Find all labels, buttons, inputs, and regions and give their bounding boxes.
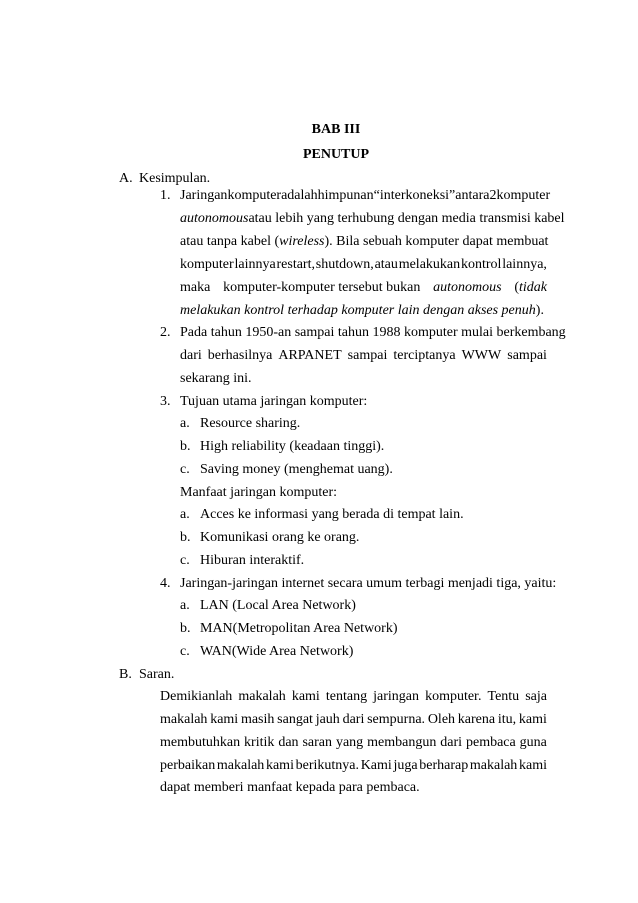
section-a-letter: A.	[119, 171, 133, 186]
benefit-c-letter: c.	[180, 553, 190, 568]
item-2-line-1: Pada tahun 1950-an sampai tahun 1988 komputer mulai berkembang	[180, 325, 566, 340]
item-4-sub-c-letter: c.	[180, 644, 190, 659]
item-1-open-paren: (	[514, 280, 519, 295]
item-1-line-4	[180, 257, 547, 273]
item-1-line-5	[180, 280, 547, 296]
item-2-number: 2.	[160, 325, 171, 340]
benefit-a-letter: a.	[180, 507, 190, 522]
item-1-line-3-text-a: atau tanpa kabel (	[180, 234, 280, 249]
item-3-text: Tujuan utama jaringan komputer:	[180, 394, 368, 409]
item-4-sub-c-text: WAN(Wide Area Network)	[200, 644, 354, 659]
item-1-line-4-text: komputer lainnya restart, shutdown, atau melakukan kontrol lainnya,	[180, 257, 547, 272]
benefit-b-text: Komunikasi orang ke orang.	[200, 530, 360, 545]
saran-line-4-text: perbaikan makalah kami berikutnya. Kami juga berharap makalah kami	[160, 758, 547, 773]
item-2-line-2-text: dari berhasilnya ARPANET sampai terciptanya WWW sampai	[180, 348, 547, 363]
item-4-number: 4.	[160, 576, 171, 591]
saran-line-3	[160, 735, 547, 751]
item-1-line-1	[180, 188, 551, 204]
item-1-line-6-end: ).	[535, 303, 544, 318]
saran-line-1	[160, 689, 547, 705]
item-4-sub-a-text: LAN (Local Area Network)	[200, 598, 356, 613]
item-4-sub-a-letter: a.	[180, 598, 190, 613]
item-1-autonomous-2: autonomous	[433, 280, 502, 295]
item-3-sub-b-text: High reliability (keadaan tinggi).	[200, 439, 385, 454]
item-1-line-6-italic: melakukan kontrol terhadap komputer lain dengan akses penuh	[180, 303, 536, 318]
item-1-number: 1.	[160, 188, 171, 203]
chapter-number: BAB III	[311, 122, 361, 137]
section-b-letter: B.	[119, 667, 132, 682]
benefit-c-text: Hiburan interaktif.	[200, 553, 305, 568]
item-3-sub-a-letter: a.	[180, 416, 190, 431]
item-1-line-3-text-b: ). Bila sebuah komputer dapat membuat	[324, 234, 549, 249]
item-1-line-5-text: komputer-komputer tersebut bukan	[223, 280, 421, 295]
benefit-a-text: Acces ke informasi yang berada di tempat lain.	[200, 507, 464, 522]
saran-line-5: dapat memberi manfaat kepada para pembaca.	[160, 780, 420, 795]
saran-line-4	[160, 758, 547, 774]
section-b-heading: Saran.	[139, 667, 175, 682]
saran-line-2	[160, 712, 547, 728]
item-1-line-2	[180, 211, 565, 227]
item-2-line-3: sekarang ini.	[180, 371, 252, 386]
item-3-sub-b-letter: b.	[180, 439, 191, 454]
item-1-line-3	[180, 234, 547, 250]
item-4-sub-b-text: MAN(Metropolitan Area Network)	[200, 621, 398, 636]
item-1-line-6	[180, 303, 544, 319]
item-3-sub-c-letter: c.	[180, 462, 190, 477]
item-4-text: Jaringan-jaringan internet secara umum terbagi menjadi tiga, yaitu:	[180, 576, 557, 591]
benefit-b-letter: b.	[180, 530, 191, 545]
item-3-sub-c-text: Saving money (menghemat uang).	[200, 462, 393, 477]
chapter-title: PENUTUP	[302, 147, 370, 162]
item-1-tidak: tidak	[518, 280, 547, 295]
item-2-line-2	[180, 348, 547, 364]
item-1-maka: maka	[180, 280, 211, 295]
item-3-number: 3.	[160, 394, 171, 409]
saran-line-1-text: Demikianlah makalah kami tentang jaringan komputer. Tentu saja	[160, 689, 547, 704]
item-1-line-1-text: Jaringan komputer adalah himpunan “interkoneksi” antara 2 komputer	[180, 188, 551, 203]
item-1-wireless: wireless	[279, 234, 325, 249]
saran-line-3-text: membutuhkan kritik dan saran yang membangun dari pembaca guna	[160, 735, 547, 750]
item-1-line-2-text: atau lebih yang terhubung dengan media transmisi kabel	[248, 211, 565, 226]
benefit-heading: Manfaat jaringan komputer:	[180, 485, 338, 500]
section-a-heading: Kesimpulan.	[139, 171, 211, 186]
item-4-sub-b-letter: b.	[180, 621, 191, 636]
item-3-sub-a-text: Resource sharing.	[200, 416, 301, 431]
item-1-autonomous: autonomous	[180, 211, 249, 226]
saran-line-2-text: makalah kami masih sangat jauh dari sempurna. Oleh karena itu, kami	[160, 712, 547, 727]
